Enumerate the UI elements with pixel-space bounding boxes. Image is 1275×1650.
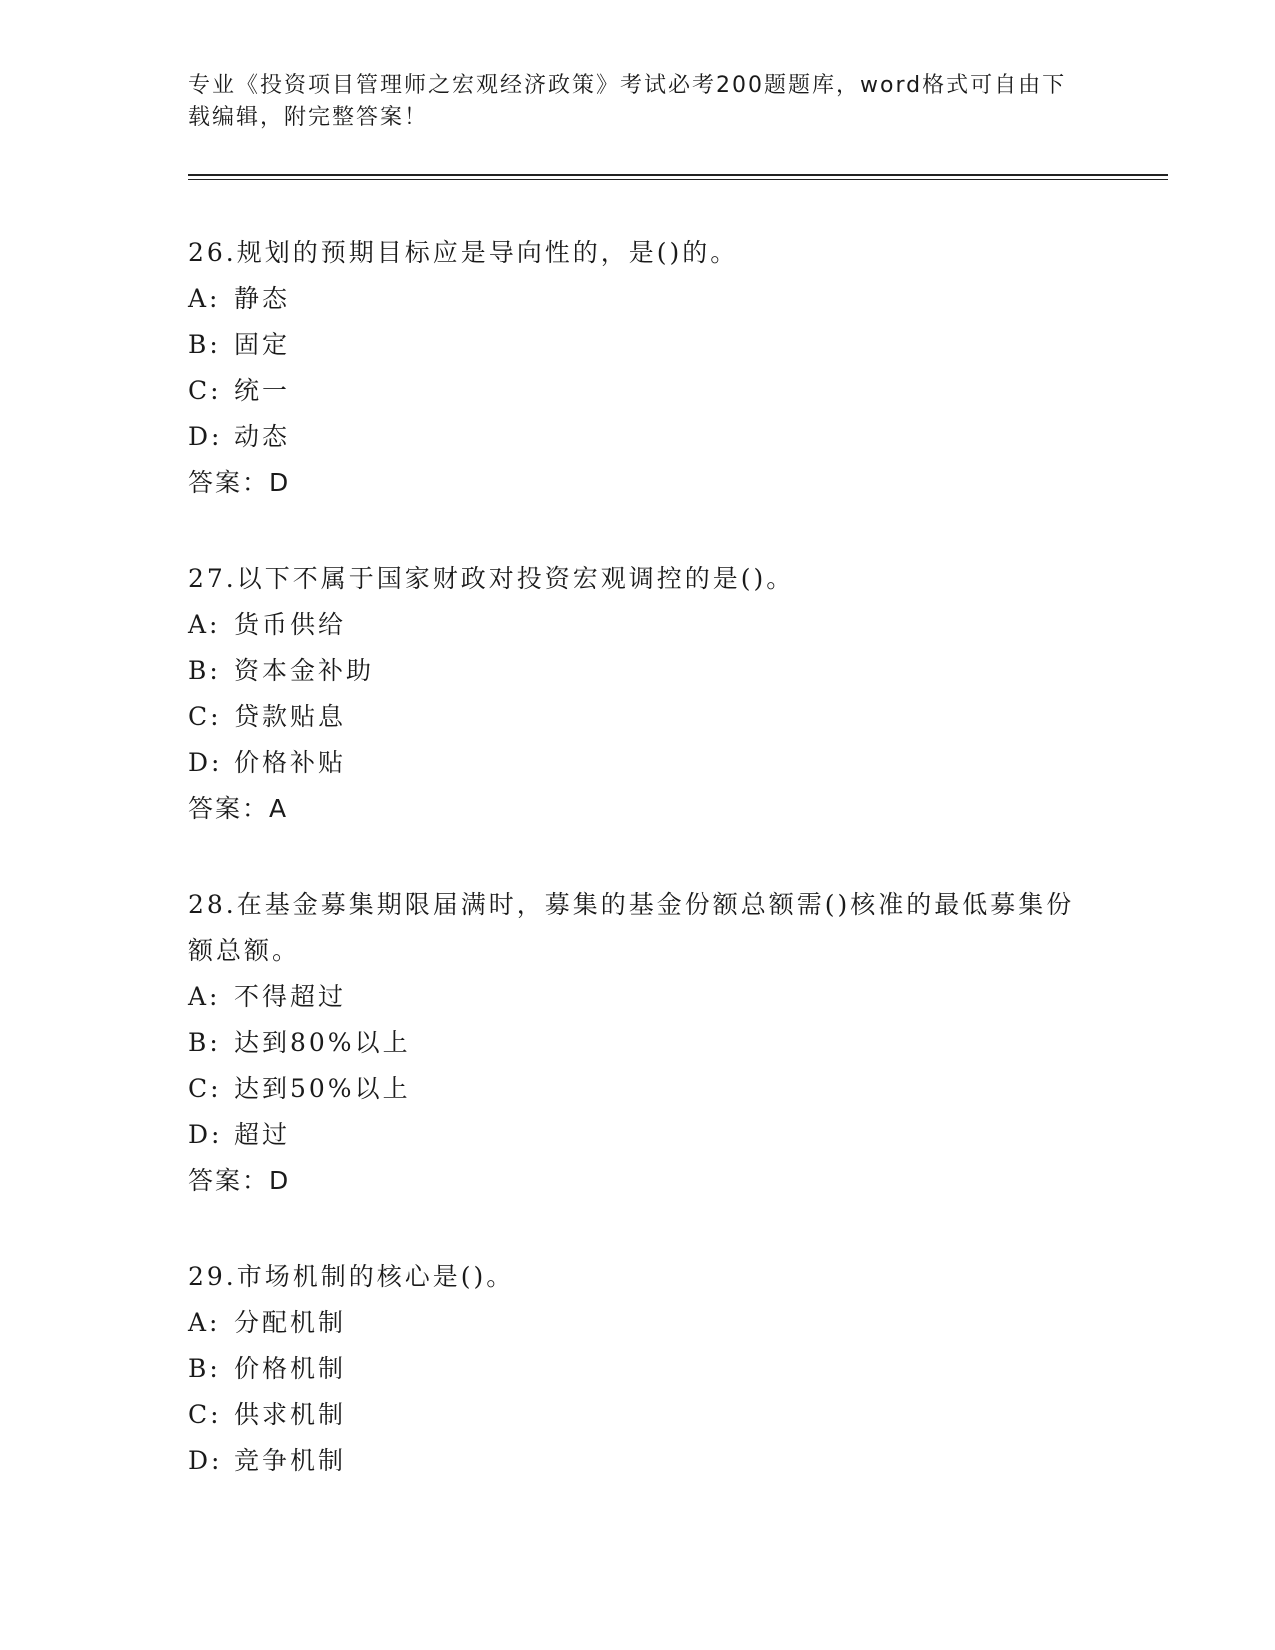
document-page [188, 70, 1168, 1484]
answer-line: 答案：A [188, 794, 289, 823]
header-divider [188, 174, 1168, 180]
option-text: 资本金补助 [234, 656, 375, 685]
option-text: 货币供给 [234, 610, 347, 639]
option-letter: D: [188, 1446, 223, 1475]
option-letter: C: [188, 702, 222, 731]
option-text: 达到80%以上 [234, 1028, 411, 1057]
question-26 [188, 230, 1168, 506]
document-header: 专业《投资项目管理师之宏观经济政策》考试必考200题题库，word格式可自由下载编辑，附完整答案！ [188, 73, 1067, 130]
option-text: 不得超过 [234, 982, 347, 1011]
answer-line: 答案：D [188, 1166, 291, 1195]
option-letter: D: [188, 422, 223, 451]
option-text: 达到50%以上 [234, 1074, 411, 1103]
option-letter: D: [188, 1120, 223, 1149]
option-c [188, 1066, 1168, 1112]
option-c [188, 694, 1168, 740]
question-stem: 在基金募集期限届满时，募集的基金份额总额需()核准的最低募集份额总额。 [188, 890, 1075, 965]
option-a [188, 602, 1168, 648]
question-text [188, 1254, 1088, 1300]
option-letter: A: [188, 982, 221, 1011]
question-text [188, 230, 1088, 276]
question-28 [188, 882, 1168, 1204]
question-text [188, 556, 1088, 602]
option-d [188, 1112, 1168, 1158]
option-text: 价格补贴 [234, 748, 347, 777]
option-text: 贷款贴息 [234, 702, 347, 731]
option-text: 价格机制 [234, 1354, 347, 1383]
option-b [188, 1020, 1168, 1066]
option-letter: B: [188, 1028, 221, 1057]
option-letter: D: [188, 748, 223, 777]
option-d [188, 1438, 1168, 1484]
option-text: 超过 [234, 1120, 291, 1149]
question-stem: 市场机制的核心是()。 [236, 1262, 515, 1291]
option-a [188, 1300, 1168, 1346]
answer-line: 答案：D [188, 468, 291, 497]
question-29 [188, 1254, 1168, 1484]
option-text: 供求机制 [234, 1400, 347, 1429]
option-text: 固定 [234, 330, 291, 359]
option-b [188, 322, 1168, 368]
option-letter: B: [188, 656, 221, 685]
option-a [188, 276, 1168, 322]
option-letter: B: [188, 1354, 221, 1383]
option-text: 动态 [234, 422, 291, 451]
option-a [188, 974, 1168, 1020]
question-text [188, 882, 1088, 974]
option-d [188, 740, 1168, 786]
question-number: 26. [188, 238, 237, 267]
option-b [188, 1346, 1168, 1392]
option-letter: C: [188, 376, 222, 405]
option-c [188, 368, 1168, 414]
option-b [188, 648, 1168, 694]
option-letter: A: [188, 284, 221, 313]
question-stem: 以下不属于国家财政对投资宏观调控的是()。 [236, 564, 795, 593]
question-number: 29. [188, 1262, 237, 1291]
question-stem: 规划的预期目标应是导向性的，是()的。 [236, 238, 739, 267]
question-number: 28. [188, 890, 237, 919]
question-number: 27. [188, 564, 237, 593]
option-letter: A: [188, 1308, 221, 1337]
question-27 [188, 556, 1168, 832]
option-letter: B: [188, 330, 221, 359]
option-d [188, 414, 1168, 460]
option-c [188, 1392, 1168, 1438]
option-text: 静态 [234, 284, 291, 313]
option-text: 竞争机制 [234, 1446, 347, 1475]
option-text: 分配机制 [234, 1308, 347, 1337]
option-text: 统一 [234, 376, 291, 405]
option-letter: C: [188, 1074, 222, 1103]
option-letter: C: [188, 1400, 222, 1429]
option-letter: A: [188, 610, 221, 639]
